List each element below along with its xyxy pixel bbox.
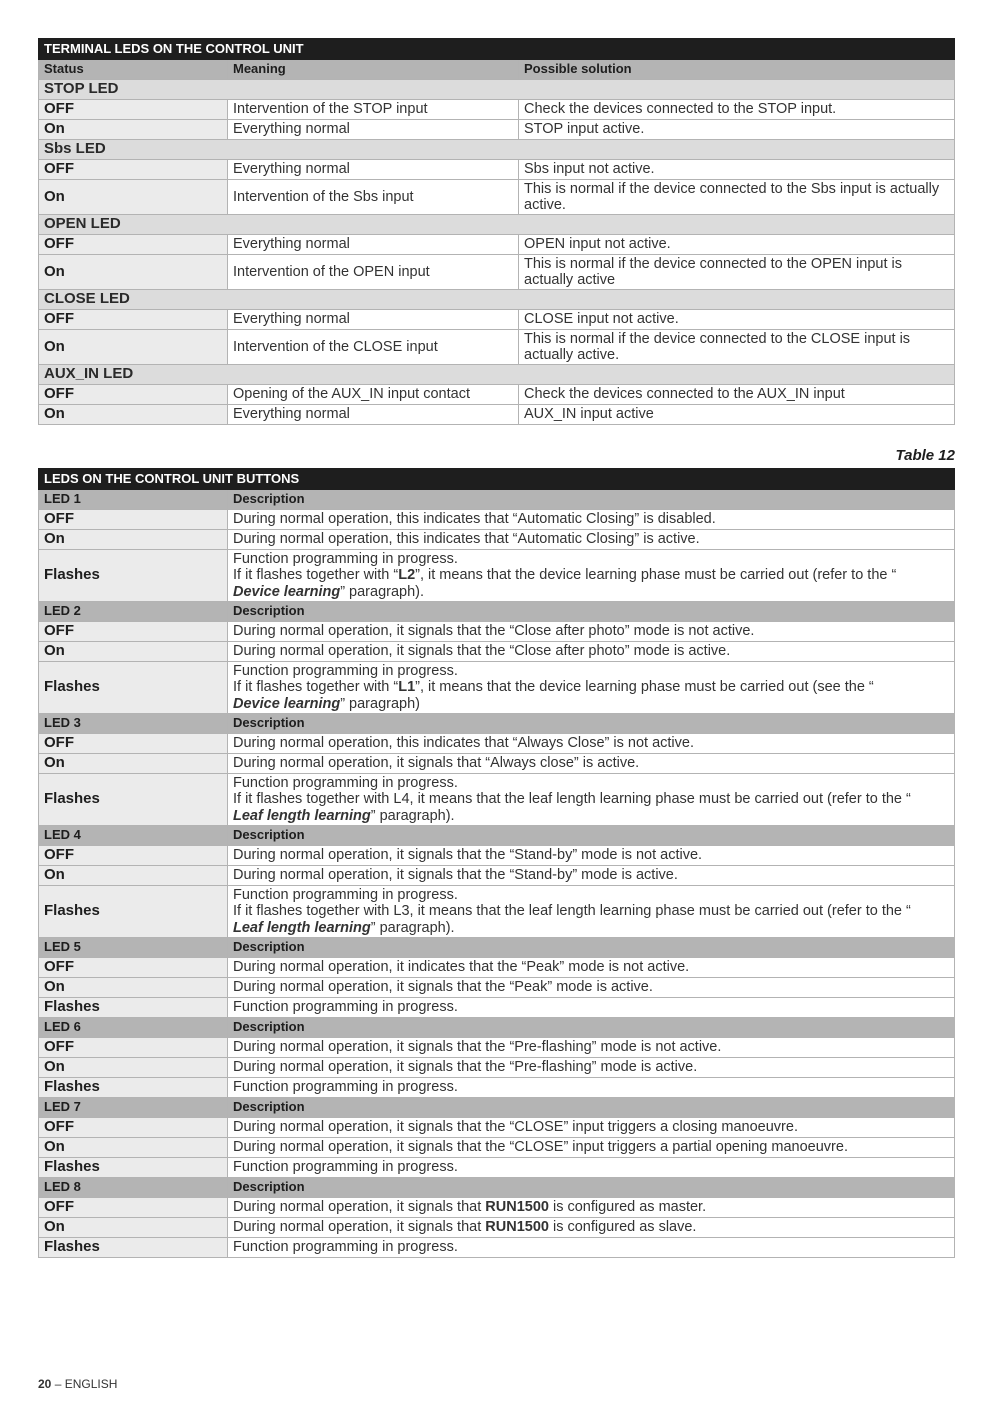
meaning-cell: Intervention of the STOP input <box>228 100 519 120</box>
column-header-status: Status <box>39 60 228 80</box>
table-row <box>39 1218 955 1238</box>
meaning-cell: Intervention of the Sbs input <box>228 180 519 215</box>
description-header: Description <box>228 826 955 846</box>
group-header: Sbs LED <box>39 140 955 160</box>
description-text: Function programming in progress. <box>233 886 458 903</box>
table-row <box>39 510 955 530</box>
description-text: If it flashes together with L4, it means that the leaf length learning phase must be carried out (refer to the “ <box>233 791 911 808</box>
description-text: Function programming in progress. <box>233 550 458 567</box>
description-text: During normal operation, it signals that the “Pre-flashing” mode is not active. <box>233 1039 722 1056</box>
table-caption: Table 12 <box>895 447 955 464</box>
led-header: LED 2 <box>39 602 228 622</box>
paragraph-ref: Device learning <box>233 583 341 600</box>
table-row <box>39 774 955 826</box>
solution-cell: This is normal if the device connected to the CLOSE input is actually active. <box>519 330 955 365</box>
emphasis-text: RUN1500 <box>485 1199 549 1216</box>
solution-cell: OPEN input not active. <box>519 235 955 255</box>
description-text: During normal operation, this indicates that “Always Close” is not active. <box>233 735 694 752</box>
status-cell: Flashes <box>39 774 228 826</box>
description-text: Function programming in progress. <box>233 774 458 791</box>
description-text: ” paragraph). <box>370 807 455 824</box>
description-cell <box>228 866 955 886</box>
description-text: If it flashes together with “ <box>233 679 399 696</box>
status-cell: Flashes <box>39 886 228 938</box>
table-row <box>39 310 955 330</box>
led-header: LED 5 <box>39 938 228 958</box>
paragraph-ref: Leaf length learning <box>233 919 371 936</box>
table-row <box>39 622 955 642</box>
meaning-cell: Intervention of the OPEN input <box>228 255 519 290</box>
description-text: During normal operation, it signals that the “Close after photo” mode is not active. <box>233 623 755 640</box>
description-cell <box>228 958 955 978</box>
description-cell <box>228 662 955 714</box>
description-cell <box>228 998 955 1018</box>
description-header: Description <box>228 602 955 622</box>
description-cell <box>228 1058 955 1078</box>
solution-cell: This is normal if the device connected to the Sbs input is actually active. <box>519 180 955 215</box>
status-cell: Flashes <box>39 1078 228 1098</box>
emphasis-text: L1 <box>398 679 416 696</box>
table-row <box>39 1058 955 1078</box>
led-header: LED 7 <box>39 1098 228 1118</box>
status-cell: On <box>39 1218 228 1238</box>
description-cell <box>228 1158 955 1178</box>
table-row <box>39 998 955 1018</box>
status-cell: OFF <box>39 958 228 978</box>
status-cell: On <box>39 1138 228 1158</box>
paragraph-ref: Device learning <box>233 695 341 712</box>
table-row <box>39 978 955 998</box>
table-title: LEDS ON THE CONTROL UNIT BUTTONS <box>39 469 955 490</box>
meaning-cell: Everything normal <box>228 405 519 425</box>
description-text: ” paragraph). <box>370 919 455 936</box>
table-row <box>39 754 955 774</box>
description-cell <box>228 1218 955 1238</box>
description-cell <box>228 622 955 642</box>
description-text: During normal operation, it signals that the “CLOSE” input triggers a closing manoeuvre. <box>233 1119 798 1136</box>
solution-cell: CLOSE input not active. <box>519 310 955 330</box>
led-header: LED 1 <box>39 490 228 510</box>
description-text: During normal operation, it signals that <box>233 1219 486 1236</box>
description-text: is configured as slave. <box>548 1219 697 1236</box>
description-text: During normal operation, it signals that <box>233 1199 486 1216</box>
led-header: LED 4 <box>39 826 228 846</box>
status-cell: On <box>39 978 228 998</box>
table-row <box>39 1078 955 1098</box>
group-header: CLOSE LED <box>39 290 955 310</box>
group-header: OPEN LED <box>39 215 955 235</box>
status-cell: On <box>39 405 228 425</box>
table-row <box>39 385 955 405</box>
solution-cell: Check the devices connected to the STOP input. <box>519 100 955 120</box>
table-row <box>39 846 955 866</box>
table-row <box>39 405 955 425</box>
description-text: During normal operation, it signals that “Always close” is active. <box>233 755 640 772</box>
description-cell <box>228 1118 955 1138</box>
status-cell: On <box>39 180 228 215</box>
status-cell: Flashes <box>39 998 228 1018</box>
description-text: During normal operation, it signals that the “CLOSE” input triggers a partial opening manoeuvre. <box>233 1139 848 1156</box>
led-header: LED 6 <box>39 1018 228 1038</box>
page-number: 20 <box>38 1377 52 1391</box>
meaning-cell: Everything normal <box>228 120 519 140</box>
status-cell: Flashes <box>39 662 228 714</box>
page-footer <box>38 1377 117 1391</box>
table-row <box>39 866 955 886</box>
description-cell <box>228 886 955 938</box>
solution-cell: STOP input active. <box>519 120 955 140</box>
table-row <box>39 530 955 550</box>
description-cell <box>228 1238 955 1258</box>
solution-cell: Check the devices connected to the AUX_IN input <box>519 385 955 405</box>
status-cell: OFF <box>39 235 228 255</box>
terminal-leds-table <box>38 38 955 425</box>
description-header: Description <box>228 1098 955 1118</box>
table-row <box>39 642 955 662</box>
table-row <box>39 1198 955 1218</box>
table-row <box>39 235 955 255</box>
description-cell <box>228 734 955 754</box>
description-cell <box>228 530 955 550</box>
table-row <box>39 160 955 180</box>
description-header: Description <box>228 1178 955 1198</box>
status-cell: OFF <box>39 622 228 642</box>
status-cell: OFF <box>39 385 228 405</box>
button-leds-table <box>38 468 955 1258</box>
description-text: During normal operation, it signals that the “Stand-by” mode is not active. <box>233 847 703 864</box>
status-cell: OFF <box>39 160 228 180</box>
table-row <box>39 1038 955 1058</box>
description-cell <box>228 550 955 602</box>
description-cell <box>228 1138 955 1158</box>
description-cell <box>228 846 955 866</box>
footer-language: – ENGLISH <box>51 1377 118 1391</box>
description-cell <box>228 978 955 998</box>
group-header: AUX_IN LED <box>39 365 955 385</box>
status-cell: Flashes <box>39 1158 228 1178</box>
status-cell: OFF <box>39 734 228 754</box>
status-cell: On <box>39 642 228 662</box>
status-cell: OFF <box>39 846 228 866</box>
meaning-cell: Everything normal <box>228 310 519 330</box>
meaning-cell: Intervention of the CLOSE input <box>228 330 519 365</box>
status-cell: OFF <box>39 1118 228 1138</box>
description-cell <box>228 774 955 826</box>
meaning-cell: Opening of the AUX_IN input contact <box>228 385 519 405</box>
group-header: STOP LED <box>39 80 955 100</box>
table-row <box>39 1138 955 1158</box>
description-text: ”, it means that the device learning phase must be carried out (see the “ <box>415 679 874 696</box>
description-text: During normal operation, it signals that the “Stand-by” mode is active. <box>233 867 678 884</box>
solution-cell: This is normal if the device connected to the OPEN input is actually active <box>519 255 955 290</box>
description-header: Description <box>228 490 955 510</box>
status-cell: On <box>39 754 228 774</box>
description-text: Function programming in progress. <box>233 1239 458 1256</box>
column-header-solution: Possible solution <box>519 60 955 80</box>
column-header-meaning: Meaning <box>228 60 519 80</box>
description-text: During normal operation, it signals that the “Peak” mode is active. <box>233 979 653 996</box>
table-row <box>39 1158 955 1178</box>
status-cell: On <box>39 1058 228 1078</box>
table-row <box>39 1238 955 1258</box>
status-cell: OFF <box>39 100 228 120</box>
description-text: During normal operation, this indicates that “Automatic Closing” is active. <box>233 531 700 548</box>
description-text: If it flashes together with “ <box>233 567 399 584</box>
description-text: During normal operation, it signals that the “Close after photo” mode is active. <box>233 643 731 660</box>
table-row <box>39 100 955 120</box>
solution-cell: AUX_IN input active <box>519 405 955 425</box>
description-cell <box>228 1078 955 1098</box>
status-cell: On <box>39 255 228 290</box>
meaning-cell: Everything normal <box>228 160 519 180</box>
paragraph-ref: Leaf length learning <box>233 807 371 824</box>
table-row <box>39 886 955 938</box>
description-header: Description <box>228 714 955 734</box>
table-row <box>39 662 955 714</box>
description-cell <box>228 1198 955 1218</box>
status-cell: On <box>39 530 228 550</box>
status-cell: On <box>39 330 228 365</box>
description-text: is configured as master. <box>548 1199 707 1216</box>
led-header: LED 8 <box>39 1178 228 1198</box>
emphasis-text: L2 <box>398 567 416 584</box>
table-row <box>39 550 955 602</box>
description-cell <box>228 754 955 774</box>
description-text: Function programming in progress. <box>233 1159 458 1176</box>
description-text: During normal operation, this indicates that “Automatic Closing” is disabled. <box>233 511 716 528</box>
table-row <box>39 1118 955 1138</box>
status-cell: On <box>39 120 228 140</box>
status-cell: OFF <box>39 310 228 330</box>
table-row <box>39 330 955 365</box>
meaning-cell: Everything normal <box>228 235 519 255</box>
status-cell: On <box>39 866 228 886</box>
status-cell: OFF <box>39 1198 228 1218</box>
description-text: Function programming in progress. <box>233 999 458 1016</box>
description-header: Description <box>228 1018 955 1038</box>
status-cell: OFF <box>39 510 228 530</box>
description-text: If it flashes together with L3, it means that the leaf length learning phase must be carried out (refer to the “ <box>233 903 911 920</box>
table-row <box>39 180 955 215</box>
status-cell: Flashes <box>39 550 228 602</box>
led-header: LED 3 <box>39 714 228 734</box>
description-text: Function programming in progress. <box>233 1079 458 1096</box>
table-row <box>39 958 955 978</box>
description-text: ” paragraph) <box>340 695 420 712</box>
description-text: Function programming in progress. <box>233 662 458 679</box>
description-text: During normal operation, it indicates that the “Peak” mode is not active. <box>233 959 690 976</box>
table-row <box>39 120 955 140</box>
table-row <box>39 255 955 290</box>
description-text: ”, it means that the device learning phase must be carried out (refer to the “ <box>415 567 897 584</box>
description-cell <box>228 1038 955 1058</box>
description-header: Description <box>228 938 955 958</box>
solution-cell: Sbs input not active. <box>519 160 955 180</box>
description-cell <box>228 510 955 530</box>
status-cell: OFF <box>39 1038 228 1058</box>
table-title: TERMINAL LEDS ON THE CONTROL UNIT <box>39 39 955 60</box>
status-cell: Flashes <box>39 1238 228 1258</box>
emphasis-text: RUN1500 <box>485 1219 549 1236</box>
description-text: During normal operation, it signals that the “Pre-flashing” mode is active. <box>233 1059 698 1076</box>
description-cell <box>228 642 955 662</box>
description-text: ” paragraph). <box>340 583 425 600</box>
table-row <box>39 734 955 754</box>
